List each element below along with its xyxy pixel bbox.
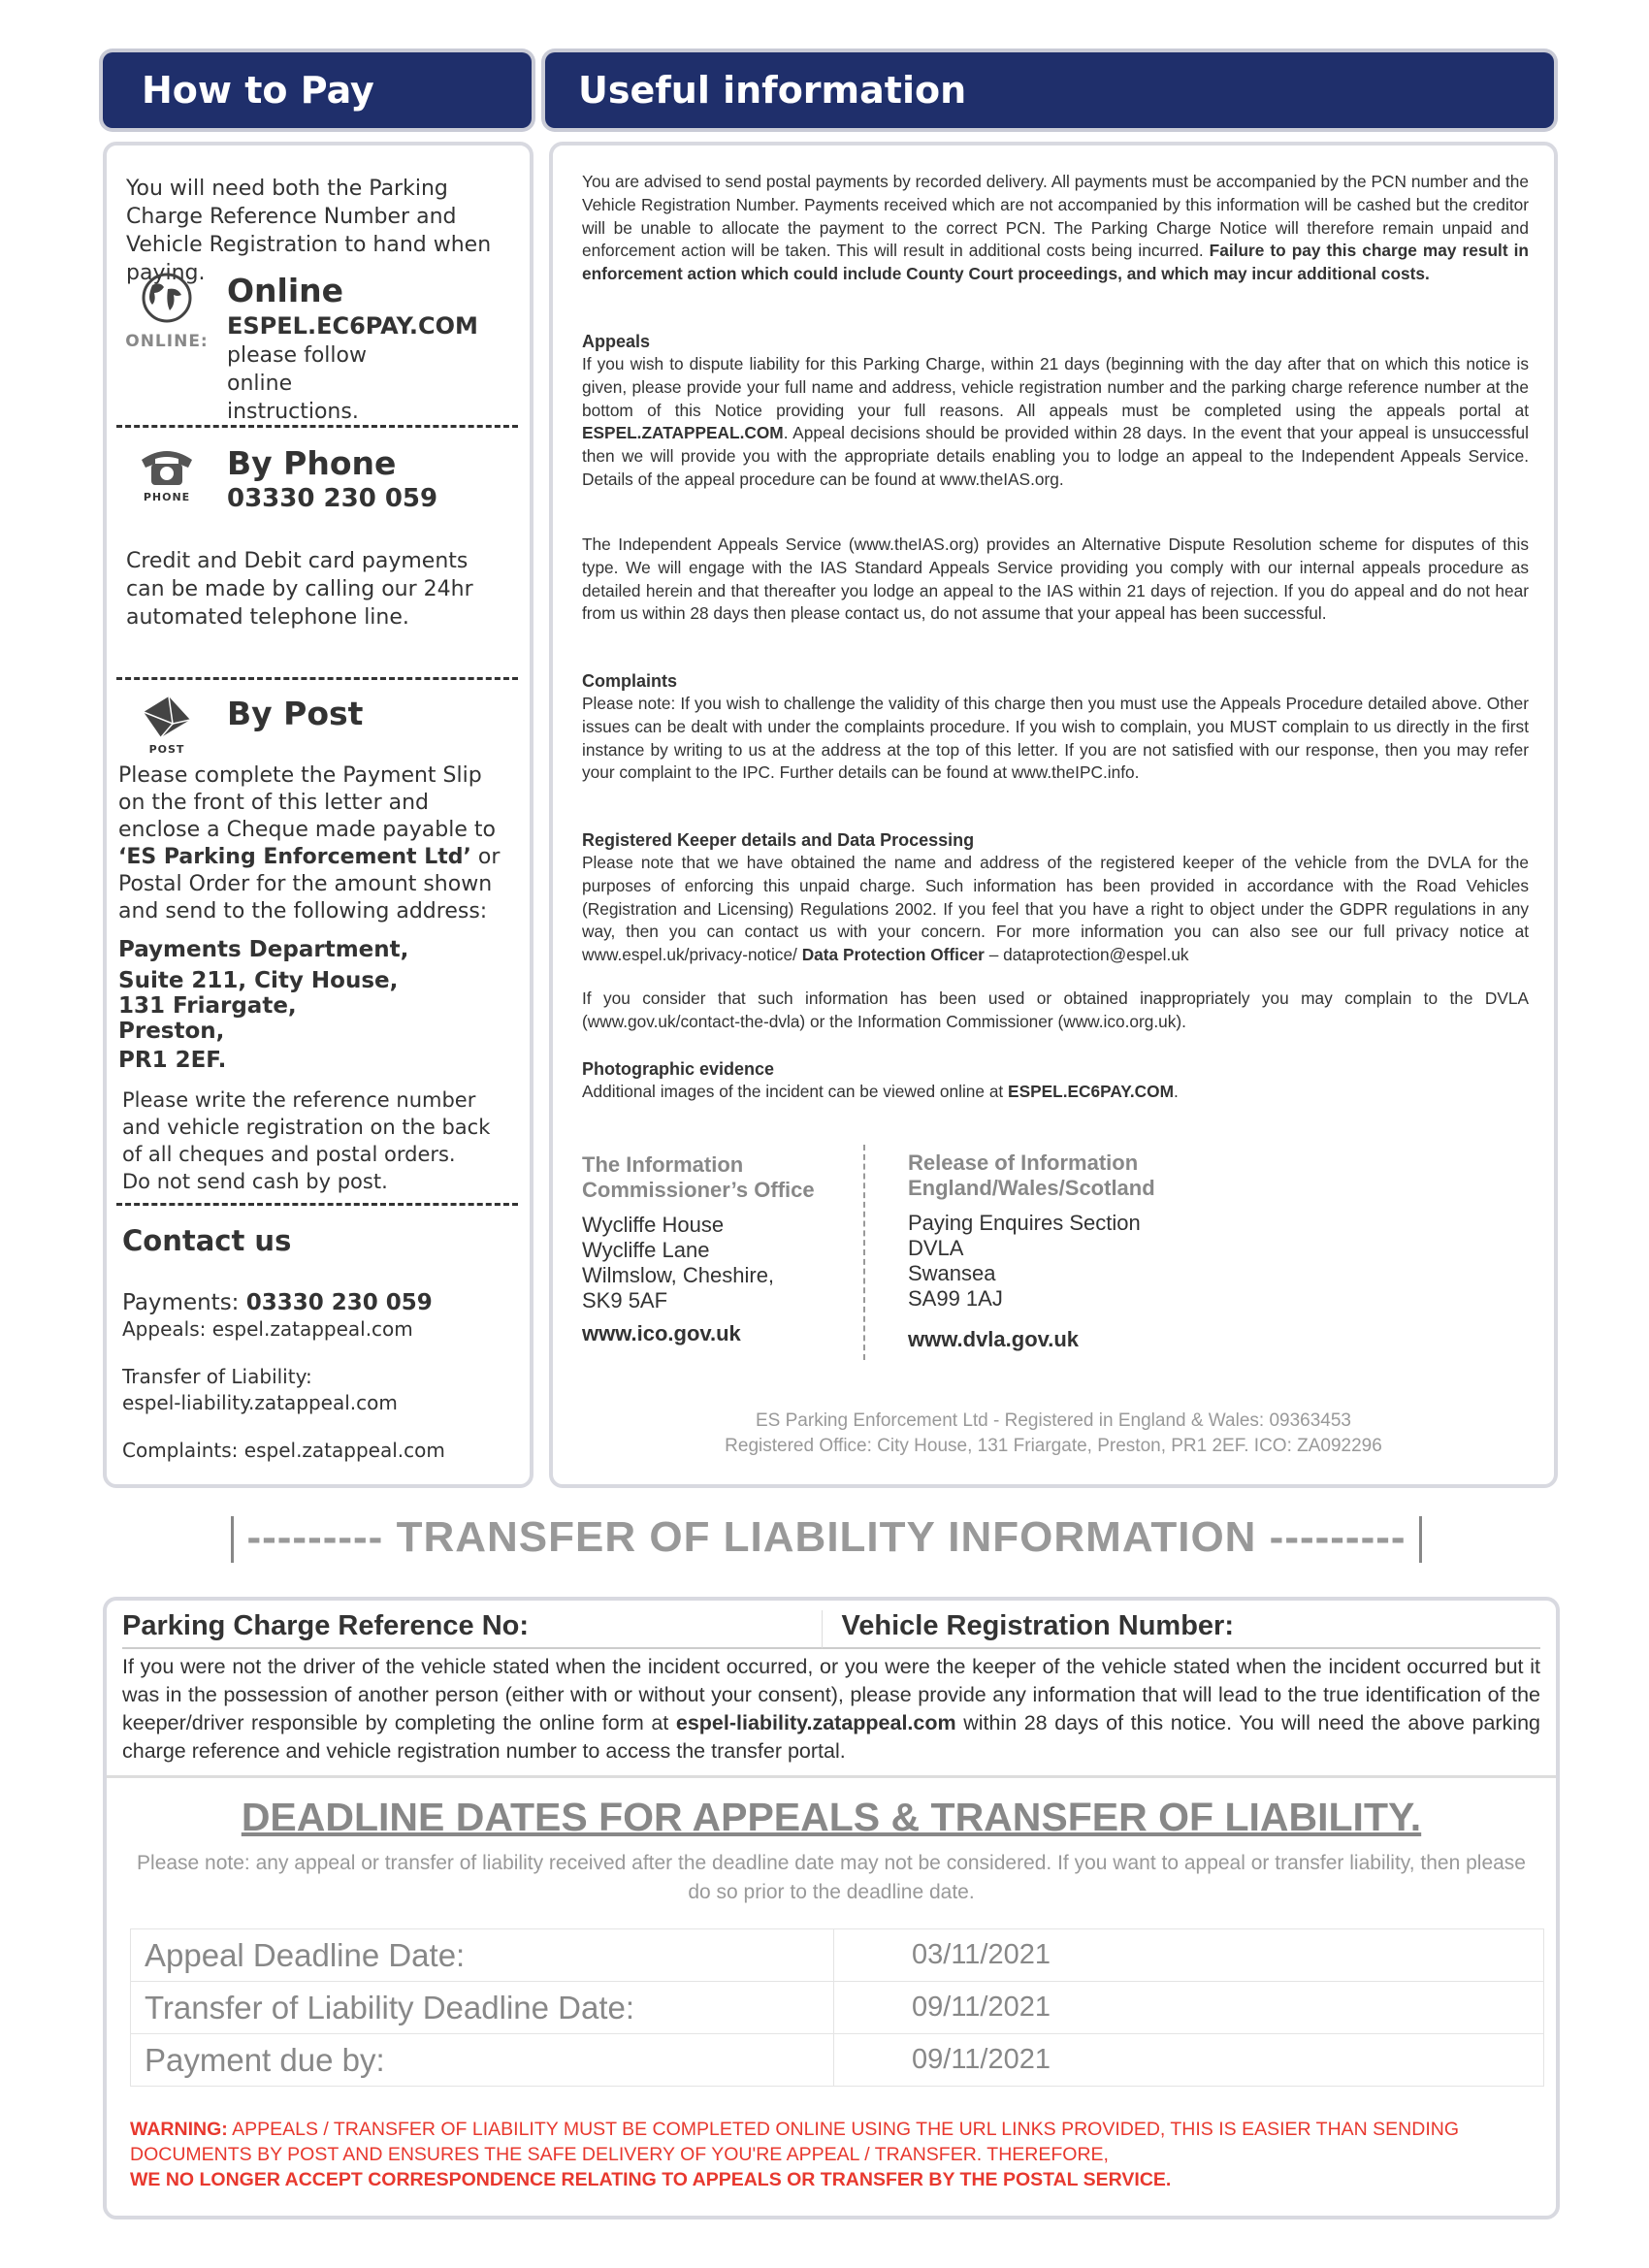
company-registration: ES Parking Enforcement Ltd - Registered in England & Wales: 09363453 xyxy=(756,1410,1351,1431)
dpo-email[interactable]: – dataprotection@espel.uk xyxy=(988,945,1189,965)
how-to-pay-header xyxy=(103,52,532,128)
ico-url-link[interactable]: www.ico.gov.uk xyxy=(582,1321,741,1345)
ico-heading-1: The Information xyxy=(582,1152,744,1177)
address-line: 131 Friargate, xyxy=(118,993,297,1019)
post-text-2: or Postal Order for the amount shown and send to the following address: xyxy=(118,845,501,923)
divider xyxy=(116,1203,518,1206)
post-method xyxy=(120,695,363,756)
online-url-link[interactable]: ESPEL.EC6PAY.COM xyxy=(227,312,478,340)
reference-label: Parking Charge Reference No: xyxy=(122,1610,822,1649)
transfer-text-2: within 28 days of this notice. You will need the above parking charge reference and vehicle registration number to access the transfer portal. xyxy=(122,1711,1540,1763)
deadline-note: Please note: any appeal or transfer of liability received after the deadline date may not be considered. If you want to appeal or transfer liability, then please do so prior to the deadline date. xyxy=(137,1852,1526,1903)
photo-end: . xyxy=(1174,1082,1179,1101)
appeals-section xyxy=(582,330,1529,492)
how-to-pay-title: How to Pay xyxy=(142,69,374,112)
appeals-text-1: If you wish to dispute liability for this Parking Charge, within 21 days (beginning with the day after that on which this notice is given, please provide your full name and address, vehicle registration number and the parking charge reference number at the bottom of this Notice providing your full reasons. All appeals must be completed using the appeals portal at xyxy=(582,354,1529,420)
dvla-heading-1: Release of Information xyxy=(908,1150,1139,1175)
post-instructions xyxy=(118,762,512,925)
transfer-url-link[interactable]: espel-liability.zatappeal.com xyxy=(675,1711,956,1734)
ico-line: Wycliffe Lane xyxy=(582,1238,710,1262)
warning-label: WARNING: xyxy=(130,2119,228,2140)
envelope-icon xyxy=(140,695,194,743)
transfer-title-text: TRANSFER OF LIABILITY INFORMATION xyxy=(396,1513,1257,1561)
telephone-icon xyxy=(138,444,196,491)
online-method xyxy=(120,272,478,426)
complaints-section xyxy=(582,669,1529,785)
intro-paragraph xyxy=(582,171,1529,286)
address-line: PR1 2EF. xyxy=(118,1048,227,1073)
photo-text: Additional images of the incident can be viewed online at xyxy=(582,1082,1004,1101)
pay-intro: You will need both the Parking Charge Reference Number and Vehicle Registration to hand when paying. xyxy=(126,177,492,285)
dvla-heading-2: England/Wales/Scotland xyxy=(908,1176,1155,1200)
dvla-line: DVLA xyxy=(908,1236,964,1260)
divider xyxy=(116,425,518,428)
deadline-label: Appeal Deadline Date: xyxy=(131,1929,834,1982)
appeals-text-2: . Appeal decisions should be provided within 28 days. In the event that your appeal is unsuccessful then we will provide you with the appropriate details enabling you to lodge an appeal to the Independent Appeals Service. Details of the appeal procedure can be found at www.theIAS.org. xyxy=(582,423,1529,489)
ico-line: Wilmslow, Cheshire, xyxy=(582,1263,775,1287)
registered-office: Registered Office: City House, 131 Friargate, Preston, PR1 2EF. ICO: ZA092296 xyxy=(725,1436,1382,1456)
useful-info-panel xyxy=(549,142,1558,1488)
useful-info-header xyxy=(545,52,1554,128)
dvla-address xyxy=(908,1150,1155,1352)
online-caption: ONLINE: xyxy=(125,332,209,351)
dvla-complaint-paragraph: If you consider that such information has been used or obtained inappropriately you may complain to the DVLA (www.gov.uk/contact-the-dvla) or the Information Commissioner (www.ico.org.uk). xyxy=(582,988,1529,1031)
bar-left xyxy=(231,1516,234,1563)
online-title: Online xyxy=(227,272,344,309)
contact-tol-link[interactable]: espel-liability.zatappeal.com xyxy=(122,1391,398,1414)
appeals-portal-link[interactable]: ESPEL.ZATAPPEAL.COM xyxy=(582,423,784,443)
post-payee: ‘ES Parking Enforcement Ltd’ xyxy=(118,845,471,869)
post-note-text: Please write the reference number and vehicle registration on the back of all cheques and postal orders. xyxy=(122,1088,491,1166)
deadline-value: 03/11/2021 xyxy=(834,1929,1544,1982)
ico-line: Wycliffe House xyxy=(582,1213,725,1237)
warning-text: APPEALS / TRANSFER OF LIABILITY MUST BE COMPLETED ONLINE USING THE URL LINKS PROVIDED, THIS IS EASIER THAN SENDING DOCUMENTS BY POST AND ENSURES THE SAFE DELIVERY OF YOU'RE APPEAL / TRANSFER. THEREFORE, xyxy=(130,2119,1460,2165)
bar-right xyxy=(1419,1516,1422,1563)
phone-title: By Phone xyxy=(227,444,397,482)
dvla-line: Paying Enquires Section xyxy=(908,1211,1141,1235)
address-line: Suite 211, City House, xyxy=(118,968,399,993)
deadline-value: 09/11/2021 xyxy=(834,2034,1544,2087)
online-text: please follow online instructions. xyxy=(227,343,367,424)
post-title: By Post xyxy=(227,695,364,732)
warning-box xyxy=(130,2117,1517,2192)
photo-section xyxy=(582,1057,1529,1104)
table-row xyxy=(131,1929,1544,1982)
address-line: Preston, xyxy=(118,1019,225,1044)
dpo-label: Data Protection Officer xyxy=(801,945,985,965)
address-divider xyxy=(863,1145,865,1360)
transfer-text xyxy=(122,1653,1540,1766)
complaints-heading: Complaints xyxy=(582,671,678,691)
deadline-label: Transfer of Liability Deadline Date: xyxy=(131,1982,834,2034)
transfer-text-1: If you were not the driver of the vehicle stated when the incident occurred, or you were the keeper of the vehicle stated when the incident occurred but it was in the possession of another person (either with or without your consent), please provide any information that will lead to the true identification of the keeper/driver responsible by completing the online form at xyxy=(122,1655,1540,1734)
phone-method xyxy=(120,444,437,514)
reference-row xyxy=(122,1610,1540,1649)
contact-complaints-link[interactable]: Complaints: espel.zatappeal.com xyxy=(122,1439,445,1462)
phone-text: Credit and Debit card payments can be made by calling our 24hr automated telephone line. xyxy=(126,549,473,630)
vrn-label: Vehicle Registration Number: xyxy=(822,1610,1541,1649)
phone-number[interactable]: 03330 230 059 xyxy=(227,484,438,513)
keeper-text: Please note that we have obtained the name and address of the registered keeper of the vehicle from the DVLA for the purposes of enforcing this unpaid charge. Such information has been provided in accordance with the Road Vehicles (Registration and Licensing) Regulations 2002. If you feel that you have a right to object under the GDPR regulations in any way, then you can contact us with your concern. For more information you can also see our full privacy notice at www.espel.uk/privacy-notice/ xyxy=(582,853,1529,965)
table-row xyxy=(131,2034,1544,2087)
ico-address xyxy=(582,1152,815,1346)
ico-line: SK9 5AF xyxy=(582,1288,668,1312)
divider xyxy=(116,677,518,680)
globe-icon xyxy=(141,272,193,328)
dashes-left: --------- xyxy=(246,1513,384,1561)
ico-heading-2: Commissioner’s Office xyxy=(582,1178,815,1202)
post-text-1: Please complete the Payment Slip on the front of this letter and enclose a Cheque made payable to xyxy=(118,763,496,842)
no-cash-text: Do not send cash by post. xyxy=(122,1170,388,1193)
contact-appeals-link[interactable]: Appeals: espel.zatappeal.com xyxy=(122,1317,413,1341)
deadline-title: DEADLINE DATES FOR APPEALS & TRANSFER OF LIABILITY. xyxy=(241,1795,1422,1839)
intro-text: You are advised to send postal payments by recorded delivery. All payments must be accompanied by the PCN number and the Vehicle Registration Number. Payments received which are not accompanied by this information will be cashed but the creditor will be unable to allocate the payment to the correct PCN. The Parking Charge Notice will therefore remain unpaid and enforcement action will be taken. This will result in additional costs being incurred. xyxy=(582,172,1529,261)
contact-title: Contact us xyxy=(122,1224,292,1257)
post-caption: POST xyxy=(148,743,185,756)
address-line: Payments Department, xyxy=(118,937,409,962)
separator xyxy=(107,1775,1556,1778)
payments-number[interactable]: 03330 230 059 xyxy=(245,1290,433,1315)
post-address xyxy=(118,937,512,1073)
dvla-url-link[interactable]: www.dvla.gov.uk xyxy=(908,1327,1080,1351)
table-row xyxy=(131,1982,1544,2034)
phone-caption: PHONE xyxy=(143,491,191,503)
keeper-heading: Registered Keeper details and Data Processing xyxy=(582,830,975,850)
deadline-label: Payment due by: xyxy=(131,2034,834,2087)
intro-bold: Failure to pay this charge may result in enforcement action which could include County Court proceedings, and which may incur additional costs. xyxy=(582,241,1529,284)
payments-label: Payments: xyxy=(122,1290,240,1315)
contact-tol-label: Transfer of Liability: xyxy=(122,1365,312,1388)
ias-paragraph: The Independent Appeals Service (www.theIAS.org) provides an Alternative Dispute Resolution scheme for disputes of this type. We will engage with the IAS Standard Appeals Service providing you comply with our internal appeals procedure as detailed herein and that thereafter you lodge an appeal to the IAS within 21 days of rejection. If you do appeal and do not hear from us within 28 days then please contact us, do not assume that your appeal has been successful. xyxy=(582,535,1529,624)
contact-details xyxy=(122,1290,512,1464)
transfer-panel xyxy=(103,1597,1560,2219)
deadline-table xyxy=(130,1928,1544,2087)
dvla-line: SA99 1AJ xyxy=(908,1286,1003,1311)
post-note xyxy=(122,1086,512,1195)
appeals-heading: Appeals xyxy=(582,332,651,351)
dashes-right: --------- xyxy=(1269,1513,1406,1561)
how-to-pay-panel xyxy=(103,142,534,1488)
photo-url-link[interactable]: ESPEL.EC6PAY.COM xyxy=(1008,1082,1174,1101)
keeper-section xyxy=(582,828,1529,967)
photo-heading: Photographic evidence xyxy=(582,1059,775,1079)
deadline-value: 09/11/2021 xyxy=(834,1982,1544,2034)
complaints-text: Please note: If you wish to challenge the validity of this charge then you must use the Appeals Procedure detailed above. Other issues can be dealt with under the complaints procedure. If you wish to complain, you MUST complain to us directly in the first instance by writing to us at the address at the top of this letter. If you are not satisfied with our response, then you may refer your complaint to the IPC. Further details can be found at www.theIPC.info. xyxy=(582,694,1529,783)
transfer-section-title xyxy=(167,1513,1486,1563)
useful-info-title: Useful information xyxy=(578,69,967,112)
dvla-line: Swansea xyxy=(908,1261,996,1285)
warning-bold: WE NO LONGER ACCEPT CORRESPONDENCE RELATING TO APPEALS OR TRANSFER BY THE POSTAL SERVICE. xyxy=(130,2169,1172,2190)
